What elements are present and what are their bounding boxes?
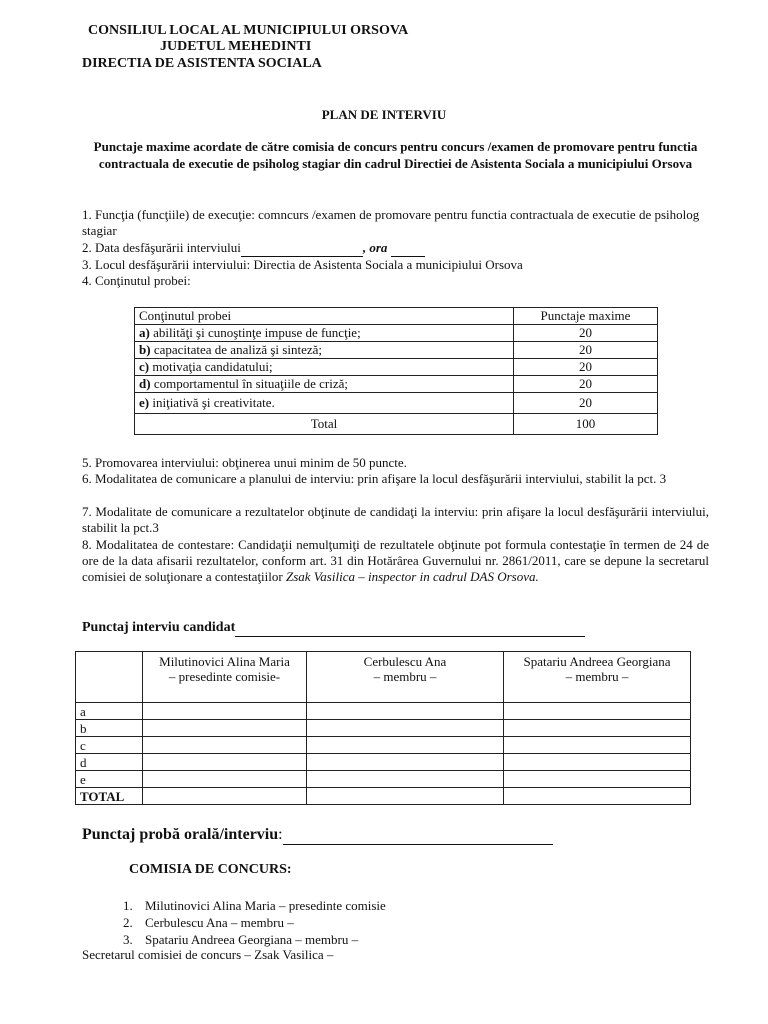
table-row <box>135 325 658 342</box>
row-letter: b) <box>139 342 151 357</box>
subtitle: Punctaje maxime acordate de către comisia de concurs pentru concurs /examen de promovare pentru functia contractuala de executie de psiholog stagiar din cadrul Directiei de Asistenta Sociala a municipiului Orsova <box>93 139 698 171</box>
table-row <box>76 754 691 771</box>
score-cell[interactable] <box>504 771 691 788</box>
row-score: 20 <box>514 393 658 414</box>
score-cell[interactable] <box>143 703 307 720</box>
table-row <box>135 359 658 376</box>
row-score: 20 <box>514 359 658 376</box>
score-cell[interactable] <box>307 754 504 771</box>
table-row <box>135 376 658 393</box>
item-7-comunicare-rezultate: 7. Modalitate de comunicare a rezultatelor obţinute de candidaţi la interviu: prin afişare la locul desfăşurării interviului, stabilit la pct.3 <box>82 504 709 535</box>
evaluation-table <box>75 651 691 805</box>
row-text: iniţiativă şi creativitate. <box>149 395 275 410</box>
list-item: 2. Cerbulescu Ana – membru – <box>123 915 294 930</box>
item-1-functia: 1. Funcţia (funcţiile) de execuţie: comncurs /examen de promovare pentru functia contractuala de executie de psiholog stagiar <box>82 207 700 238</box>
row-text: capacitatea de analiză şi sinteză; <box>150 342 322 357</box>
date-blank[interactable] <box>241 240 363 257</box>
row-score: 20 <box>514 376 658 393</box>
row-text: motivaţia candidatului; <box>149 359 273 374</box>
total-label: Total <box>135 414 514 435</box>
list-item: 3. Spatariu Andreea Georgiana – membru – <box>123 932 359 947</box>
total-row-label: TOTAL <box>76 788 143 805</box>
item-3-locul: 3. Locul desfăşurării interviului: Directia de Asistenta Sociala a municipiului Orsova <box>82 257 523 272</box>
member-col-2: Cerbulescu Ana – membru – <box>307 652 504 703</box>
score-cell[interactable] <box>504 788 691 805</box>
total-value: 100 <box>514 414 658 435</box>
punctaj-candidat-blank[interactable] <box>235 620 585 637</box>
row-label: b <box>76 720 143 737</box>
table-header-punctaje: Punctaje maxime <box>514 308 658 325</box>
scoring-table <box>134 307 658 435</box>
corner-cell <box>76 652 143 703</box>
table-total-row <box>135 414 658 435</box>
row-text: comportamentul în situaţiile de criză; <box>150 376 349 391</box>
member-col-3: Spatariu Andreea Georgiana – membru – <box>504 652 691 703</box>
row-label: d <box>76 754 143 771</box>
item-2-label: 2. Data desfăşurării interviului <box>82 240 241 255</box>
table-row <box>76 771 691 788</box>
score-cell[interactable] <box>504 720 691 737</box>
row-letter: c) <box>139 359 150 374</box>
table-row <box>135 342 658 359</box>
score-cell[interactable] <box>504 754 691 771</box>
score-cell[interactable] <box>143 788 307 805</box>
score-cell[interactable] <box>143 771 307 788</box>
comisia-title: COMISIA DE CONCURS: <box>129 862 292 877</box>
ora-label: ora <box>369 240 388 255</box>
county-name: JUDETUL MEHEDINTI <box>160 39 312 54</box>
row-letter: a) <box>139 325 150 340</box>
table-header-continut: Conţinutul probei <box>135 308 514 325</box>
score-cell[interactable] <box>504 737 691 754</box>
punctaj-proba-blank[interactable] <box>283 826 553 845</box>
secretar-line: Secretarul comisiei de concurs – Zsak Vasilica – <box>82 947 334 962</box>
contestare-text: 8. Modalitatea de contestare: Candidaţii nemulţumiţi de rezultatele obţinute pot formula contestaţie în termen de 24 de ore de la data afisarii rezultatelor, conform art. 31 din Hotărârea Guvernului nr. 2861/2011, care se depune la secretarul comisiei de soluţionare a contestaţiilor <box>82 537 709 584</box>
item-4-continut: 4. Conţinutul probei: <box>82 273 191 288</box>
score-cell[interactable] <box>307 737 504 754</box>
time-blank[interactable] <box>391 240 425 257</box>
score-cell[interactable] <box>307 703 504 720</box>
item-8-contestare <box>82 537 709 585</box>
row-text: abilităţi şi cunoştinţe impuse de funcţie; <box>149 325 361 340</box>
table-row <box>76 703 691 720</box>
list-item: 1. Milutinovici Alina Maria – presedinte comisie <box>123 898 386 913</box>
score-cell[interactable] <box>143 754 307 771</box>
table-total-row <box>76 788 691 805</box>
row-label: c <box>76 737 143 754</box>
item-5-promovare: 5. Promovarea interviului: obţinerea unui minim de 50 puncte. <box>82 455 407 470</box>
department-name: DIRECTIA DE ASISTENTA SOCIALA <box>82 56 322 71</box>
punctaj-proba-line: Punctaj probă orală/interviu: <box>82 826 553 845</box>
punctaj-proba-label: Punctaj probă orală/interviu <box>82 826 279 843</box>
table-row <box>76 720 691 737</box>
item-6-comunicare-plan: 6. Modalitatea de comunicare a planului de interviu: prin afişare la locul desfăşurării interviului, stabilit la pct. 3 <box>82 471 667 486</box>
score-cell[interactable] <box>143 737 307 754</box>
row-score: 20 <box>514 342 658 359</box>
item-2-data: 2. Data desfăşurării interviului , ora <box>82 240 709 257</box>
table-row <box>135 393 658 414</box>
score-cell[interactable] <box>143 720 307 737</box>
score-cell[interactable] <box>504 703 691 720</box>
comisia-list <box>123 897 386 948</box>
row-score: 20 <box>514 325 658 342</box>
score-cell[interactable] <box>307 771 504 788</box>
score-cell[interactable] <box>307 720 504 737</box>
member-col-1: Milutinovici Alina Maria – presedinte comisie- <box>143 652 307 703</box>
table-row <box>76 737 691 754</box>
row-label: e <box>76 771 143 788</box>
row-letter: e) <box>139 395 150 410</box>
row-label: a <box>76 703 143 720</box>
row-letter: d) <box>139 376 151 391</box>
institution-name: CONSILIUL LOCAL AL MUNICIPIULUI ORSOVA <box>88 23 409 38</box>
score-cell[interactable] <box>307 788 504 805</box>
secretar-inspector: Zsak Vasilica – inspector in cadrul DAS Orsova. <box>285 569 539 584</box>
punctaj-candidat-line <box>82 620 585 637</box>
page-title: PLAN DE INTERVIU <box>321 107 447 122</box>
punctaj-candidat-label: Punctaj interviu candidat <box>82 620 236 635</box>
